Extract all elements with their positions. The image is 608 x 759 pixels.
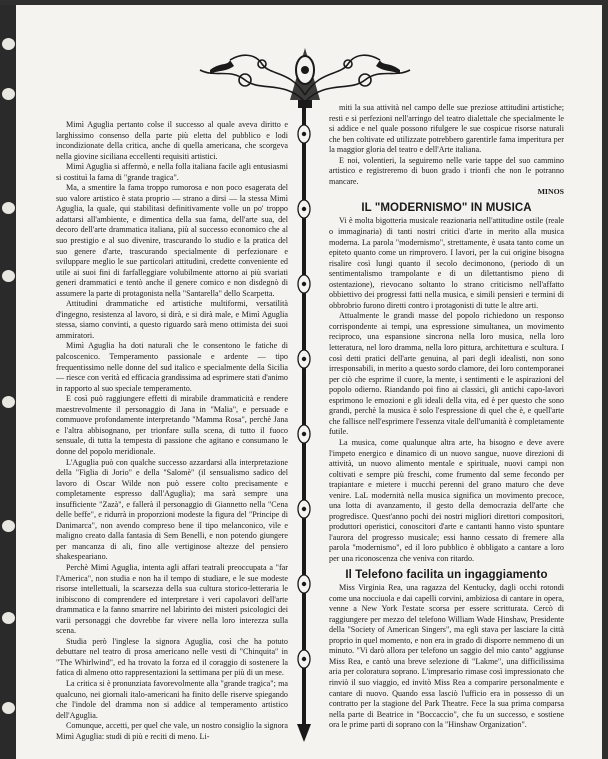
binder-hole — [2, 702, 15, 714]
article-paragraph: Perchè Mimì Aguglia, intenta agli affari teatrali preoccupata a "far l'America", non studia e non ha il tempo di studiare, e le sue modeste risorse intellettuali, la scarsezza della sua cultura storico-letteraria le inibiscono di comprendere ed interpretare i veri capolavori dell'arte drammatica e la fanno smarrire nel labirinto dei misteri psicologici dei varii personaggi che dovrebbe far vivere nella loro interezza sulla scena. — [56, 562, 288, 636]
page-right-edge — [602, 0, 608, 759]
article-paragraph: L'Aguglia può con qualche successo azzardarsi alla interpretazione della "Figlia di Jorio" e della "Salomè" (il sensualismo sadico del lavoro di Oscar Wilde non può essere colto precisamente e completamente espresso dall'Aguglia); ma sarà sempre una insufficiente "Zazà", e fallerà il personaggio di Giannetto nella "Cena delle beffe", e ridurrà in proporzioni modeste la figura del "Principe di Danimarca", non avendo compreso bene il tipo melanconico, vile e maligno creato dalla fantasia di Sem Benelli, e non potendo giungere per mancanza di ali, fino alle vertiginose altezze del pensiero shakespeariano. — [56, 457, 288, 562]
article-paragraph: Attualmente le grandi masse del popolo richiedono un responso corrispondente ai tempi, una espressione simultanea, un movimento reciproco, una espansione sincrona nella loro musica, nella loro letteratura, nel loro dramma, nella loro pittura, architettura e scultura. I così detti pratici dell'arte genuina, al pari degli idealisti, non sono irresponsabili, in merito a questo sordo clamore, dei loro contemporanei per ciò che esprime il cuore, la mente, i sentimenti e le aspirazioni del popolo odierno. Riandando poi fino ai classici, gli antichi capo-lavori esprimono le emozioni e gli ideali della vita, ed è per questo che sono grandi, perchè la musica è solo l'espressione di quel che è, e quell'arte che fallisce nell'esprimere l'essenza vitale dell'umanità è completamente futile. — [329, 311, 564, 437]
article-paragraph: Vi è molta bigotteria musicale reazionaria nell'attitudine ostile (reale o immaginaria) di tanti nostri critici d'arte in merito alla musica moderna. La parola "modernismo", strettamente, è usata tanto come un epiteto quanto come un rimprovero. I lavori, per la cui origine bisogna risalire così lungi quanto il secolo decimonono, (periodo di un sentimentalismo trampolante e di un dilettantismo pieno di ostentazione), rievocano soltanto lo strano criticismo nell'affatto obbiettivo dei progressi fatti nella musica, e simili pensieri e termini di obbrobrio furono diretti contro i protagonisti di tutte le altre arti. — [329, 216, 564, 310]
article-paragraph: Ma, a smentire la fama troppo rumorosa e non poco esagerata del suo valore artistico è stata proprio — strano a dirsi — la stessa Mimì Aguglia, la quale, qui stabilitasi definitivamente volle un po' troppo adattarsi all'ambiente, e dimentica della sua fama, dell'arte sua, del decoro dell'arte drammatica italiana, più al successo economico che al suo prestigio e al suo divenire, trascurando lo studio e la pratica del suo genere d'arte, trascurando specialmente di perfezionare e sviluppare meglio le sue particolari attitudini, credette conveniente ed utile ai suoi fini di farfalleggiare volubilmente attorno ai più svariati generi drammatici e tentò anche il genere comico e non disdegnò di assumere la parte di protagonista nella "Santarella" dello Scarpetta. — [56, 183, 288, 298]
article-paragraph: Miss Virginia Rea, una ragazza del Kentucky, dagli occhi rotondi come una nocciuola e dai capelli corvini, ambiziosa di cantare in opera, venne a New York l'estate scorsa per essere scritturata. Cercò di raggiungere per mezzo del telefono William Wade Hinshaw, Presidente della "Society of American Singers", ma egli stava per lasciare la città proprio in quel momento, e non era in grado di disporre nemmeno di un minuto. "Vi darò allora per telefono un saggio del mio canto" aggiunse Miss Rea, e cantò una breve selezione di "Lakme", una difficilissima aria per coloratura soprano. L'impresario rimase così impressionato che rinviò il suo viaggio, ed invitò Miss Rea a comparire personalmente e cantare di nuovo. Quando essa lasciò l'ufficio era in possesso di un contratto per la stagione del Park Theatre. Fece la sua prima comparsa nella parte di Beatrice in "Boccaccio", che fu un successo, e sostiene ora le prime parti di soprano con la "Hinshaw Organization". — [329, 583, 564, 730]
article-paragraph: La musica, come qualunque altra arte, ha bisogno e deve avere l'impeto energico e dinamico di un nuovo sangue, nuove direzioni di attività, un nuovo alimento mentale e spirituale, nuovi campi non coltivati e sempre più freschi, come frumento dal seme fecondo per trapiantare e mietere i mucchi perenni del grano maturo che deve venire. LaL modernità nella musica significa un movimento precoce, una lotta di avanzamento, il gesto della democrazia dell'arte che progredisce. Quest'anno pochi dei nostri migliori direttori compositori, produttori operistici, conoscitori d'arte e cantanti hanno visto spuntare l'aurora del progresso musicale; essi hanno cessato di fremere alla parola "modernismo", ed il loro pubblico è obbligato a cantare a loro per una riconoscenza che veniva con ritardo. — [329, 437, 564, 563]
binder-hole — [2, 88, 15, 100]
ring-binding-strip — [0, 0, 16, 759]
binder-hole — [2, 270, 15, 282]
right-article-column — [329, 103, 564, 748]
author-signature: MINOS — [537, 187, 564, 197]
article-paragraph: Mimì Aguglia ha doti naturali che le consentono le fatiche di palcoscenico. Temperamento passionale e ardente — tipo frequentissimo nelle donne del sud italico e specialmente della Sicilia — riesce con verità ed efficacia grandissima ad esprimere stati d'animo in rapporto al suo speciale temperamento. — [56, 341, 288, 393]
section-heading-telefono: Il Telefono facilita un ingaggiamento — [345, 568, 548, 581]
article-paragraph: Studia però l'inglese la signora Aguglia, così che ha potuto debuttare nel teatro di prosa americano nelle vesti di "Chinquita" in "The Whirlwind", ed ha trovato la forza ed il coraggio di sostenere la fatica di almeno otto rappresentazioni la settimana per più di un mese. — [56, 636, 288, 678]
section-heading-modernismo: IL "MODERNISMO" IN MUSICA — [361, 201, 532, 214]
page-top-edge — [0, 0, 608, 5]
column-divider-ornament — [293, 104, 315, 744]
article-paragraph: Mimì Aguglia pertanto colse il successo al quale aveva diritto e larghissimo consenso della parte più eletta del pubblico e lodi incondizionate della critica, anche di quella americana, che scorgeva nella giovine siciliana eccellenti requisiti artistici. — [56, 120, 288, 161]
article-paragraph: Attitudini drammatiche ed artistiche multiformi, versatilità d'ingegno, resistenza al lavoro, si dirà, e si dirà male, e Mimì Aguglia stessa, siamo convinti, a questo riguardo sarà meno ottimista dei suoi ammiratori. — [56, 299, 288, 340]
binder-hole — [2, 38, 15, 50]
article-paragraph: miti la sua attività nel campo delle sue preziose attitudini artistiche; resti e si perfezioni nell'arringo del teatro dialettale che specialmente le si addice e nel quale possono rifulgere le sue cospicue risorse naturali che ben coltivate ed utilizzate potrebbero garentirle fama imperitura per la maggior gloria del teatro e dell'Arte italiana. — [329, 103, 564, 155]
binder-hole — [2, 612, 15, 624]
article-paragraph: Comunque, accetti, per quel che vale, un nostro consiglio la signora Mimì Aguglia: studi di più e reciti di meno. Li- — [56, 721, 288, 741]
header-ornament-icon — [190, 40, 420, 110]
binder-hole — [2, 396, 15, 408]
left-article-column — [56, 120, 288, 748]
article-paragraph: E noi, volentieri, la seguiremo nelle varie tappe del suo cammino artistico e registreremo di buon grado i trionfi che non le potranno mancare. — [329, 155, 564, 186]
binder-hole — [2, 202, 15, 214]
article-paragraph: La critica si è pronunziata favorevolmente alla "grande tragica"; ma qualcuno, nei giornali italo-americani ha finito delle riserve spiegando che l'indole del dramma non si addice al temperamento artistico dell'Aguglia. — [56, 678, 288, 720]
article-paragraph: Mimì Aguglia si affermò, e nella folla italiana facile agli entusiasmi si costituì la fama di "grande tragica". — [56, 162, 288, 182]
article-paragraph: E così può raggiungere effetti di mirabile drammaticità e rendere maestrevolmente il personaggio di Jana in "Malia", e persuade e commuove profondamente interpretando "Mamma Rosa", perchè Jana e l'altra abbisognano, per trionfare sulla scena, di tutto il fuoco sensuale, di tutta la tempesta di passione che agitano e consumano le donne del popolo meridionale. — [56, 394, 288, 456]
binder-hole — [2, 520, 15, 532]
